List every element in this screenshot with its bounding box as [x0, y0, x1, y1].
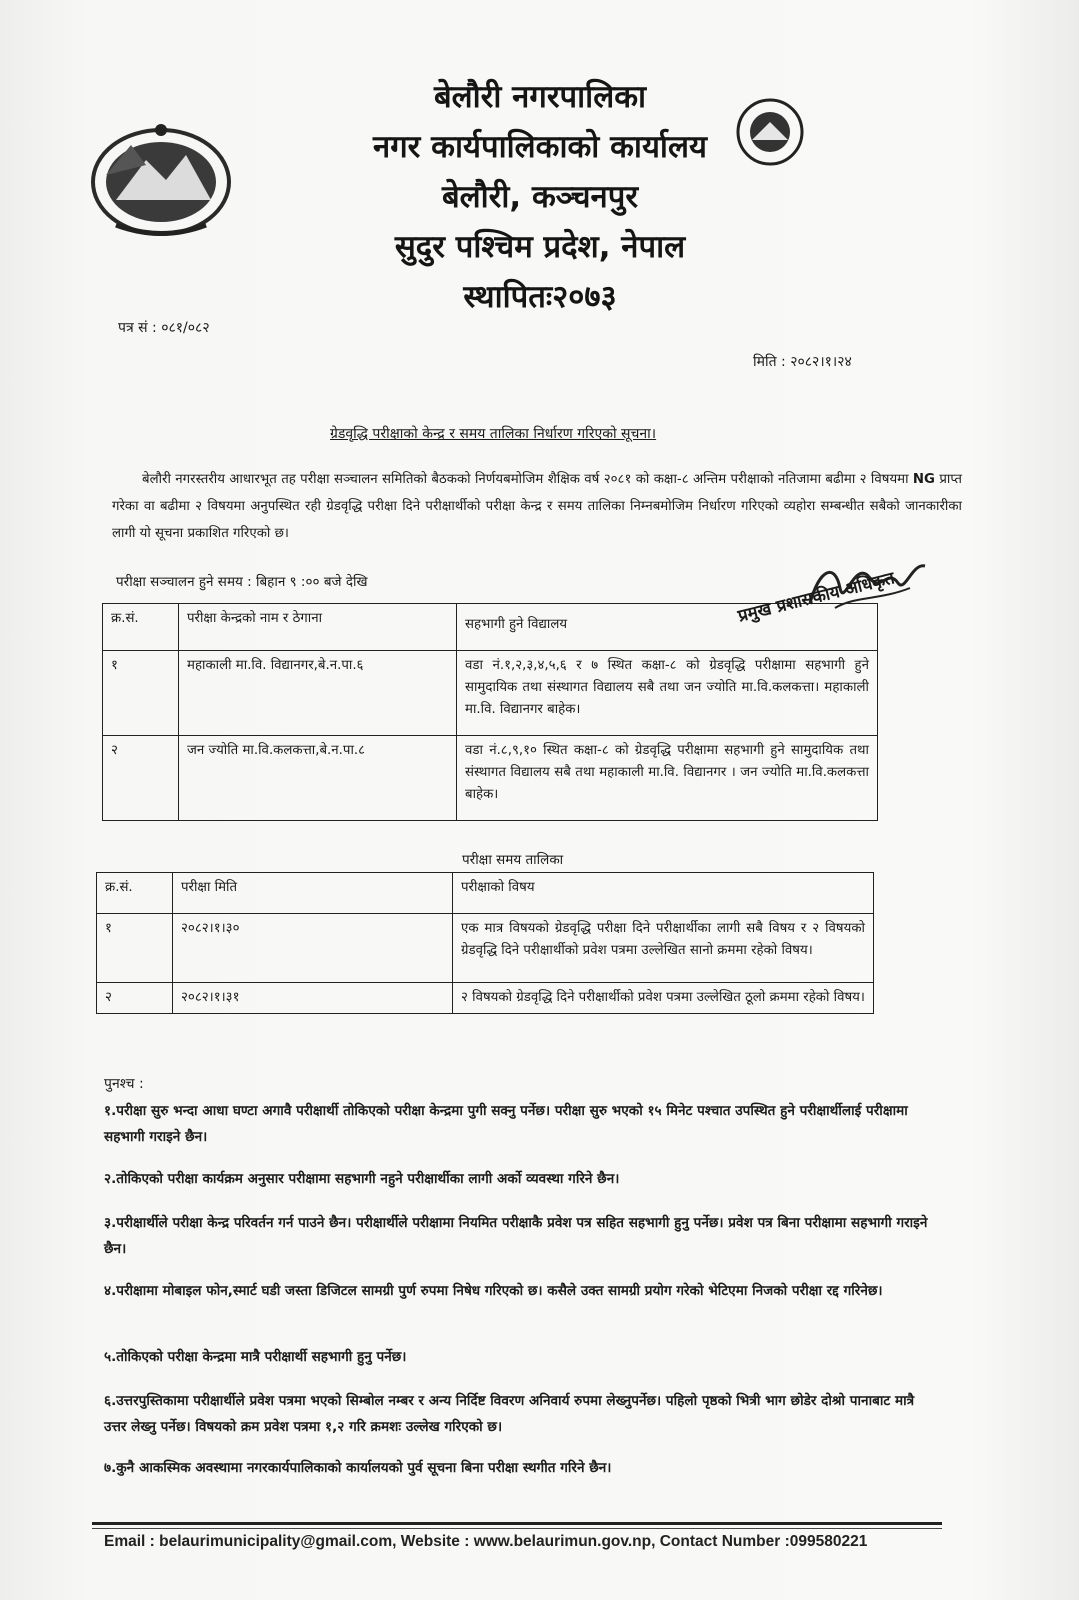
postscript-note: ६.उत्तरपुस्तिकामा परीक्षार्थीले प्रवेश पत्रमा भएको सिम्बोल नम्बर र अन्य निर्दिष्ट विवरण अनिवार्य रुपमा लेख्नुपर्नेछ। पहिलो पृष्ठको भित्री भाग छोडेर दोश्रो पानाबाट मात्रै उत्तर लेख्नु पर्नेछ। विषयको क्रम प्रवेश पत्रमा १,२ गरि क्रमशः उल्लेख गरिएको छ। [104, 1393, 915, 1435]
postscript-note: ७.कुनै आकस्मिक अवस्थामा नगरकार्यपालिकाको कार्यालयको पुर्व सूचना बिना परीक्षा स्थगीत गरिने छैन। [104, 1460, 612, 1476]
column-header: क्र.सं. [97, 873, 173, 914]
column-header: परीक्षाको विषय [453, 873, 874, 914]
established-year: स्थापितः२०७३ [463, 279, 617, 315]
exam-centre-table [102, 603, 878, 821]
centre-name: जन ज्योति मा.वि.कलकत्ता,बे.न.पा.८ [179, 736, 457, 821]
province-name: सुदुर पश्चिम प्रदेश, नेपाल [394, 229, 686, 265]
row-number: २ [97, 983, 173, 1014]
row-number: १ [97, 914, 173, 983]
postscript-note: ४.परीक्षामा मोबाइल फोन,स्मार्ट घडी जस्ता डिजिटल सामग्री पुर्ण रुपमा निषेध गरिएको छ। कसैले उक्त सामग्री प्रयोग गरेको भेटिएमा निजको परीक्षा रद्द गरिनेछ। [104, 1283, 883, 1299]
column-header: परीक्षा मिति [173, 873, 453, 914]
schedule-caption: परीक्षा समय तालिका [462, 852, 564, 868]
signatory-title: प्रमुख प्रशासकीय अधिकृत [735, 568, 897, 627]
postscript-note: ३.परीक्षार्थीले परीक्षा केन्द्र परिवर्तन गर्न पाउने छैन। परीक्षार्थीले परीक्षामा नियमित परीक्षाकै प्रवेश पत्र सहित सहभागी हुनु पर्नेछ। प्रवेश पत्र बिना परीक्षामा सहभागी गराइने छैन। [104, 1215, 928, 1257]
office-location: बेलौरी, कञ्चनपुर [441, 179, 639, 215]
row-number: २ [103, 736, 179, 821]
notice-title: ग्रेडवृद्धि परीक्षाको केन्द्र र समय तालिका निर्धारण गरिएको सूचना। [330, 426, 657, 442]
letter-reference: पत्र सं : ०८१/०८२ [118, 320, 210, 336]
notice-body-ng: NG [912, 472, 935, 487]
table-row [97, 914, 874, 983]
participating-schools: वडा नं.१,२,३,४,५,६ र ७ स्थित कक्षा-८ को ग्रेडवृद्धि परीक्षामा सहभागी हुने सामुदायिक तथा संस्थागत विद्यालय सबै तथा जन ज्योति मा.वि.कलकत्ता। महाकाली मा.वि. विद्यानगर बाहेक। [457, 651, 878, 736]
exam-date: २०८२।१।३० [173, 914, 453, 983]
footer-divider [92, 1528, 942, 1529]
exam-time: परीक्षा सञ्चालन हुने समय : बिहान ९ :०० बजे देखि [116, 574, 368, 590]
letter-date: मिति : २०८२।१।२४ [753, 354, 852, 370]
notice-body-part2: प्राप्त गरेका वा बढीमा २ विषयमा अनुपस्थित रही ग्रेडवृद्धि परीक्षा दिने परीक्षार्थीको परीक्षा केन्द्र र समय तालिका निम्नबमोजिम निर्धारण गरिएको व्यहोरा सम्बन्धीत सबैको जानकारीका लागी यो सूचना प्रकाशित गरिएको छ। [112, 472, 963, 541]
notice-body-part1: बेलौरी नगरस्तरीय आधारभूत तह परीक्षा सञ्चालन समितिको बैठकको निर्णयबमोजिम शैक्षिक वर्ष २०८१ को कक्षा-८ अन्तिम परीक्षाको नतिजामा बढीमा २ विषयमा [142, 472, 909, 487]
nepal-emblem-icon [86, 120, 236, 240]
notice-body [112, 466, 962, 547]
office-name: नगर कार्यपालिकाको कार्यालय [373, 129, 707, 165]
row-number: १ [103, 651, 179, 736]
table-header-row [103, 604, 878, 651]
municipality-name: बेलौरी नगरपालिका [433, 79, 647, 115]
table-row [97, 983, 874, 1014]
exam-subject: २ विषयको ग्रेडवृद्धि दिने परीक्षार्थीको प्रवेश पत्रमा उल्लेखित ठूलो क्रममा रहेको विषय। [453, 983, 874, 1014]
exam-date: २०८२।१।३१ [173, 983, 453, 1014]
table-header-row [97, 873, 874, 914]
letterhead [300, 72, 780, 322]
footer-divider [92, 1522, 942, 1525]
participating-schools: वडा नं.८,९,१० स्थित कक्षा-८ को ग्रेडवृद्धि परीक्षामा सहभागी हुने सामुदायिक तथा संस्थागत विद्यालय सबै तथा महाकाली मा.वि. विद्यानगर । जन ज्योति मा.वि.कलकत्ता बाहेक। [457, 736, 878, 821]
postscript-title: पुनश्च : [104, 1076, 144, 1092]
column-header: क्र.सं. [103, 604, 179, 651]
postscript-note: २.तोकिएको परीक्षा कार्यक्रम अनुसार परीक्षामा सहभागी नहुने परीक्षार्थीका लागी अर्को व्यवस्था गरिने छैन। [104, 1171, 620, 1187]
postscript-note: ५.तोकिएको परीक्षा केन्द्रमा मात्रै परीक्षार्थी सहभागी हुनु पर्नेछ। [104, 1349, 407, 1365]
footer-contact: Email : belaurimunicipality@gmail.com, Website : www.belaurimun.gov.np, Contact Number :099580221 [104, 1533, 868, 1550]
table-row [103, 736, 878, 821]
exam-schedule-table [96, 872, 874, 1014]
column-header: परीक्षा केन्द्रको नाम र ठेगाना [179, 604, 457, 651]
exam-subject: एक मात्र विषयको ग्रेडवृद्धि परीक्षा दिने परीक्षार्थीका लागी सबै विषय र २ विषयको ग्रेडवृद्धि दिने परीक्षार्थीको प्रवेश पत्रमा उल्लेखित सानो क्रममा रहेको विषय। [453, 914, 874, 983]
postscript-note: १.परीक्षा सुरु भन्दा आधा घण्टा अगावै परीक्षार्थी तोकिएको परीक्षा केन्द्रमा पुगी सक्नु पर्नेछ। परीक्षा सुरु भएको १५ मिनेट पश्चात उपस्थित हुने परीक्षार्थीलाई परीक्षामा सहभागी गराइने छैन। [104, 1103, 908, 1145]
centre-name: महाकाली मा.वि. विद्यानगर,बे.न.पा.६ [179, 651, 457, 736]
table-row [103, 651, 878, 736]
column-header: सहभागी हुने विद्यालय [457, 604, 878, 651]
